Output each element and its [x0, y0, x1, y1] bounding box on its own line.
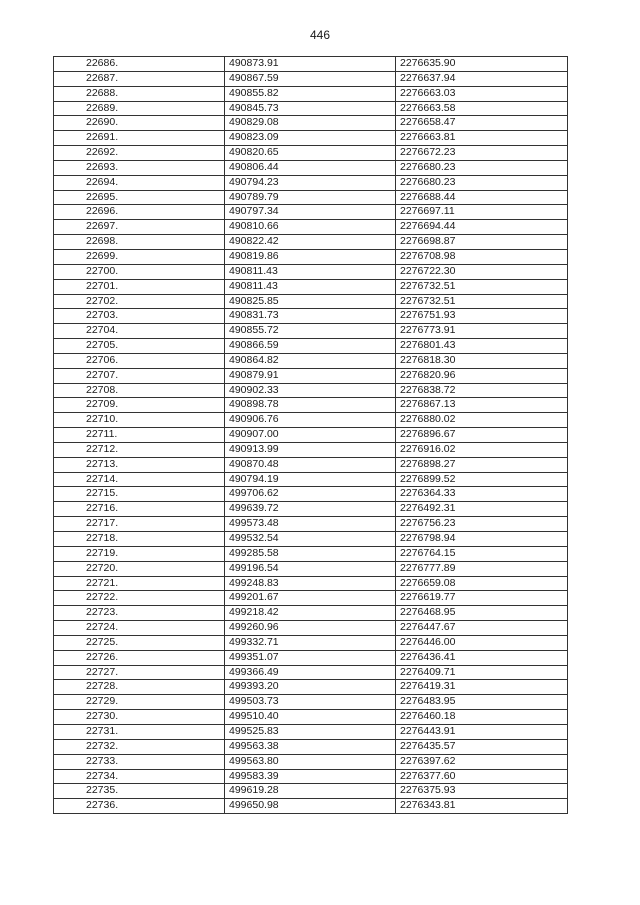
- table-row: [54, 576, 568, 591]
- point-number-cell: 22716.: [54, 502, 225, 517]
- x-coordinate-cell: 499393.20: [225, 680, 396, 695]
- table-row: [54, 754, 568, 769]
- x-coordinate-cell: 499639.72: [225, 502, 396, 517]
- point-number-cell: 22699.: [54, 249, 225, 264]
- x-coordinate-cell: 499503.73: [225, 695, 396, 710]
- table-row: [54, 442, 568, 457]
- table-row: [54, 546, 568, 561]
- point-number-cell: 22706.: [54, 353, 225, 368]
- table-row: [54, 160, 568, 175]
- y-coordinate-cell: 2276658.47: [396, 116, 568, 131]
- x-coordinate-cell: 499706.62: [225, 487, 396, 502]
- table-row: [54, 339, 568, 354]
- y-coordinate-cell: 2276637.94: [396, 71, 568, 86]
- table-row: [54, 472, 568, 487]
- y-coordinate-cell: 2276801.43: [396, 339, 568, 354]
- x-coordinate-cell: 499248.83: [225, 576, 396, 591]
- y-coordinate-cell: 2276663.81: [396, 131, 568, 146]
- table-row: [54, 650, 568, 665]
- y-coordinate-cell: 2276443.91: [396, 724, 568, 739]
- point-number-cell: 22732.: [54, 739, 225, 754]
- table-row: [54, 561, 568, 576]
- point-number-cell: 22704.: [54, 324, 225, 339]
- table-row: [54, 220, 568, 235]
- y-coordinate-cell: 2276732.51: [396, 294, 568, 309]
- x-coordinate-cell: 490870.48: [225, 457, 396, 472]
- table-row: [54, 175, 568, 190]
- y-coordinate-cell: 2276722.30: [396, 264, 568, 279]
- table-row: [54, 146, 568, 161]
- point-number-cell: 22718.: [54, 532, 225, 547]
- point-number-cell: 22698.: [54, 235, 225, 250]
- y-coordinate-cell: 2276375.93: [396, 784, 568, 799]
- point-number-cell: 22728.: [54, 680, 225, 695]
- y-coordinate-cell: 2276447.67: [396, 621, 568, 636]
- x-coordinate-cell: 490902.33: [225, 383, 396, 398]
- y-coordinate-cell: 2276764.15: [396, 546, 568, 561]
- x-coordinate-cell: 499332.71: [225, 635, 396, 650]
- point-number-cell: 22688.: [54, 86, 225, 101]
- table-row: [54, 398, 568, 413]
- table-row: [54, 57, 568, 72]
- point-number-cell: 22720.: [54, 561, 225, 576]
- point-number-cell: 22726.: [54, 650, 225, 665]
- y-coordinate-cell: 2276364.33: [396, 487, 568, 502]
- x-coordinate-cell: 499201.67: [225, 591, 396, 606]
- x-coordinate-cell: 499583.39: [225, 769, 396, 784]
- x-coordinate-cell: 490794.23: [225, 175, 396, 190]
- x-coordinate-cell: 490879.91: [225, 368, 396, 383]
- table-row: [54, 249, 568, 264]
- point-number-cell: 22697.: [54, 220, 225, 235]
- y-coordinate-cell: 2276751.93: [396, 309, 568, 324]
- table-row: [54, 621, 568, 636]
- y-coordinate-cell: 2276898.27: [396, 457, 568, 472]
- table-row: [54, 413, 568, 428]
- table-row: [54, 695, 568, 710]
- point-number-cell: 22715.: [54, 487, 225, 502]
- x-coordinate-cell: 490867.59: [225, 71, 396, 86]
- y-coordinate-cell: 2276397.62: [396, 754, 568, 769]
- x-coordinate-cell: 490873.91: [225, 57, 396, 72]
- x-coordinate-cell: 490811.43: [225, 264, 396, 279]
- x-coordinate-cell: 490797.34: [225, 205, 396, 220]
- x-coordinate-cell: 490822.42: [225, 235, 396, 250]
- table-row: [54, 279, 568, 294]
- x-coordinate-cell: 499366.49: [225, 665, 396, 680]
- x-coordinate-cell: 490831.73: [225, 309, 396, 324]
- x-coordinate-cell: 499351.07: [225, 650, 396, 665]
- x-coordinate-cell: 490820.65: [225, 146, 396, 161]
- point-number-cell: 22735.: [54, 784, 225, 799]
- x-coordinate-cell: 490855.72: [225, 324, 396, 339]
- x-coordinate-cell: 490855.82: [225, 86, 396, 101]
- table-row: [54, 710, 568, 725]
- y-coordinate-cell: 2276899.52: [396, 472, 568, 487]
- point-number-cell: 22730.: [54, 710, 225, 725]
- x-coordinate-cell: 499196.54: [225, 561, 396, 576]
- table-row: [54, 502, 568, 517]
- point-number-cell: 22702.: [54, 294, 225, 309]
- point-number-cell: 22696.: [54, 205, 225, 220]
- x-coordinate-cell: 490794.19: [225, 472, 396, 487]
- point-number-cell: 22722.: [54, 591, 225, 606]
- y-coordinate-cell: 2276468.95: [396, 606, 568, 621]
- x-coordinate-cell: 499260.96: [225, 621, 396, 636]
- x-coordinate-cell: 490898.78: [225, 398, 396, 413]
- table-row: [54, 101, 568, 116]
- point-number-cell: 22729.: [54, 695, 225, 710]
- point-number-cell: 22725.: [54, 635, 225, 650]
- table-row: [54, 769, 568, 784]
- y-coordinate-cell: 2276663.58: [396, 101, 568, 116]
- x-coordinate-cell: 490913.99: [225, 442, 396, 457]
- x-coordinate-cell: 499573.48: [225, 517, 396, 532]
- point-number-cell: 22710.: [54, 413, 225, 428]
- table-row: [54, 724, 568, 739]
- x-coordinate-cell: 490864.82: [225, 353, 396, 368]
- x-coordinate-cell: 499285.58: [225, 546, 396, 561]
- point-number-cell: 22714.: [54, 472, 225, 487]
- y-coordinate-cell: 2276732.51: [396, 279, 568, 294]
- table-row: [54, 264, 568, 279]
- point-number-cell: 22694.: [54, 175, 225, 190]
- x-coordinate-cell: 499510.40: [225, 710, 396, 725]
- point-number-cell: 22687.: [54, 71, 225, 86]
- table-row: [54, 309, 568, 324]
- point-number-cell: 22708.: [54, 383, 225, 398]
- y-coordinate-cell: 2276708.98: [396, 249, 568, 264]
- x-coordinate-cell: 490810.66: [225, 220, 396, 235]
- x-coordinate-cell: 499532.54: [225, 532, 396, 547]
- table-row: [54, 71, 568, 86]
- table-row: [54, 368, 568, 383]
- y-coordinate-cell: 2276756.23: [396, 517, 568, 532]
- y-coordinate-cell: 2276798.94: [396, 532, 568, 547]
- y-coordinate-cell: 2276492.31: [396, 502, 568, 517]
- y-coordinate-cell: 2276635.90: [396, 57, 568, 72]
- table-row: [54, 294, 568, 309]
- y-coordinate-cell: 2276838.72: [396, 383, 568, 398]
- x-coordinate-cell: 490907.00: [225, 428, 396, 443]
- point-number-cell: 22692.: [54, 146, 225, 161]
- x-coordinate-cell: 490823.09: [225, 131, 396, 146]
- table-row: [54, 665, 568, 680]
- table-row: [54, 190, 568, 205]
- point-number-cell: 22733.: [54, 754, 225, 769]
- point-number-cell: 22690.: [54, 116, 225, 131]
- point-number-cell: 22695.: [54, 190, 225, 205]
- y-coordinate-cell: 2276377.60: [396, 769, 568, 784]
- x-coordinate-cell: 490829.08: [225, 116, 396, 131]
- y-coordinate-cell: 2276916.02: [396, 442, 568, 457]
- table-row: [54, 784, 568, 799]
- table-row: [54, 799, 568, 814]
- point-number-cell: 22712.: [54, 442, 225, 457]
- x-coordinate-cell: 490906.76: [225, 413, 396, 428]
- page-number: 446: [309, 28, 331, 42]
- table-row: [54, 457, 568, 472]
- point-number-cell: 22705.: [54, 339, 225, 354]
- table-row: [54, 635, 568, 650]
- table-body: [54, 57, 568, 814]
- x-coordinate-cell: 499563.80: [225, 754, 396, 769]
- y-coordinate-cell: 2276773.91: [396, 324, 568, 339]
- y-coordinate-cell: 2276880.02: [396, 413, 568, 428]
- table-row: [54, 116, 568, 131]
- x-coordinate-cell: 499619.28: [225, 784, 396, 799]
- y-coordinate-cell: 2276659.08: [396, 576, 568, 591]
- point-number-cell: 22691.: [54, 131, 225, 146]
- y-coordinate-cell: 2276697.11: [396, 205, 568, 220]
- point-number-cell: 22731.: [54, 724, 225, 739]
- y-coordinate-cell: 2276435.57: [396, 739, 568, 754]
- table-row: [54, 680, 568, 695]
- x-coordinate-cell: 490811.43: [225, 279, 396, 294]
- table-row: [54, 487, 568, 502]
- point-number-cell: 22727.: [54, 665, 225, 680]
- point-number-cell: 22707.: [54, 368, 225, 383]
- x-coordinate-cell: 499525.83: [225, 724, 396, 739]
- table-row: [54, 205, 568, 220]
- y-coordinate-cell: 2276436.41: [396, 650, 568, 665]
- table-row: [54, 353, 568, 368]
- table-row: [54, 383, 568, 398]
- point-number-cell: 22719.: [54, 546, 225, 561]
- point-number-cell: 22711.: [54, 428, 225, 443]
- y-coordinate-cell: 2276777.89: [396, 561, 568, 576]
- table-row: [54, 739, 568, 754]
- y-coordinate-cell: 2276409.71: [396, 665, 568, 680]
- x-coordinate-cell: 490789.79: [225, 190, 396, 205]
- coordinate-table: [53, 56, 568, 814]
- x-coordinate-cell: 490845.73: [225, 101, 396, 116]
- table-row: [54, 517, 568, 532]
- y-coordinate-cell: 2276343.81: [396, 799, 568, 814]
- point-number-cell: 22700.: [54, 264, 225, 279]
- x-coordinate-cell: 499218.42: [225, 606, 396, 621]
- y-coordinate-cell: 2276619.77: [396, 591, 568, 606]
- point-number-cell: 22717.: [54, 517, 225, 532]
- y-coordinate-cell: 2276818.30: [396, 353, 568, 368]
- y-coordinate-cell: 2276663.03: [396, 86, 568, 101]
- point-number-cell: 22686.: [54, 57, 225, 72]
- y-coordinate-cell: 2276483.95: [396, 695, 568, 710]
- x-coordinate-cell: 490819.86: [225, 249, 396, 264]
- y-coordinate-cell: 2276460.18: [396, 710, 568, 725]
- point-number-cell: 22689.: [54, 101, 225, 116]
- table-row: [54, 591, 568, 606]
- point-number-cell: 22701.: [54, 279, 225, 294]
- point-number-cell: 22723.: [54, 606, 225, 621]
- x-coordinate-cell: 490825.85: [225, 294, 396, 309]
- table-row: [54, 86, 568, 101]
- y-coordinate-cell: 2276694.44: [396, 220, 568, 235]
- point-number-cell: 22734.: [54, 769, 225, 784]
- x-coordinate-cell: 499563.38: [225, 739, 396, 754]
- table-row: [54, 324, 568, 339]
- table-row: [54, 235, 568, 250]
- point-number-cell: 22703.: [54, 309, 225, 324]
- y-coordinate-cell: 2276680.23: [396, 160, 568, 175]
- point-number-cell: 22736.: [54, 799, 225, 814]
- x-coordinate-cell: 499650.98: [225, 799, 396, 814]
- point-number-cell: 22724.: [54, 621, 225, 636]
- y-coordinate-cell: 2276419.31: [396, 680, 568, 695]
- point-number-cell: 22709.: [54, 398, 225, 413]
- y-coordinate-cell: 2276867.13: [396, 398, 568, 413]
- table-row: [54, 532, 568, 547]
- y-coordinate-cell: 2276672.23: [396, 146, 568, 161]
- y-coordinate-cell: 2276688.44: [396, 190, 568, 205]
- y-coordinate-cell: 2276698.87: [396, 235, 568, 250]
- point-number-cell: 22693.: [54, 160, 225, 175]
- point-number-cell: 22721.: [54, 576, 225, 591]
- table-row: [54, 606, 568, 621]
- x-coordinate-cell: 490866.59: [225, 339, 396, 354]
- table-row: [54, 428, 568, 443]
- y-coordinate-cell: 2276680.23: [396, 175, 568, 190]
- y-coordinate-cell: 2276896.67: [396, 428, 568, 443]
- x-coordinate-cell: 490806.44: [225, 160, 396, 175]
- y-coordinate-cell: 2276820.96: [396, 368, 568, 383]
- point-number-cell: 22713.: [54, 457, 225, 472]
- table-row: [54, 131, 568, 146]
- y-coordinate-cell: 2276446.00: [396, 635, 568, 650]
